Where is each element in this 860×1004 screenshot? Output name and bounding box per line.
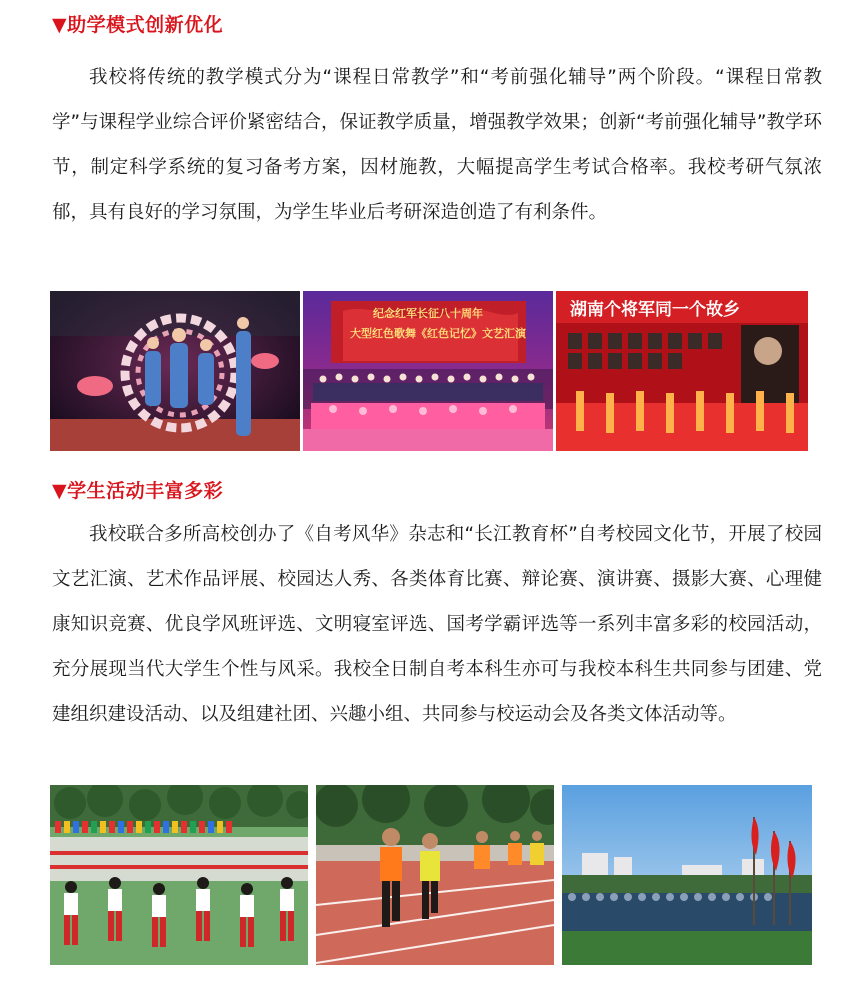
section-heading-activities: ▼学生活动丰富多彩 <box>52 480 224 502</box>
photo-choir-performance <box>303 291 553 451</box>
photo-stage-performance <box>556 291 808 451</box>
section-heading-teaching: ▼助学模式创新优化 <box>52 14 224 36</box>
photo-group-exercise <box>50 785 308 965</box>
stage-banner-text: 湖南个将军同一个故乡 <box>570 300 740 320</box>
section-paragraph-activities: 我校联合多所高校创办了《自考风华》杂志和“长江教育杯”自考校园文化节，开展了校园文艺汇演、艺术作品评展、校园达人秀、各类体育比赛、辩论赛、演讲赛、摄影大赛、心理健康知识竞赛、优良学风班评选、文明寝室评选、国考学霸评选等一系列丰富多彩的校园活动，充分展现当代大学生个性与风采。我校全日制自考本科生亦可与我校本科生共同参与团建、党建组织建设活动、以及组建社团、兴趣小组、共同参与校运动会及各类文体活动等。 <box>52 524 822 725</box>
section-paragraph-teaching: 我校将传统的教学模式分为“课程日常教学”和“考前强化辅导”两个阶段。“课程日常教学”与课程学业综合评价紧密结合，保证教学质量，增强教学效果；创新“考前强化辅导”教学环节，制定科学系统的复习备考方案，因材施教，大幅提高学生考试合格率。我校考研气氛浓郁，具有良好的学习氛围，为学生毕业后考研深造创造了有利条件。 <box>52 67 822 223</box>
photo-military-training <box>562 785 812 965</box>
choir-banner-line1: 纪念红军长征八十周年 <box>373 307 483 320</box>
photo-running-race <box>316 785 554 965</box>
choir-banner-line2: 大型红色歌舞《红色记忆》文艺汇演 <box>350 327 526 340</box>
photo-fan-dance-performance <box>50 291 300 451</box>
